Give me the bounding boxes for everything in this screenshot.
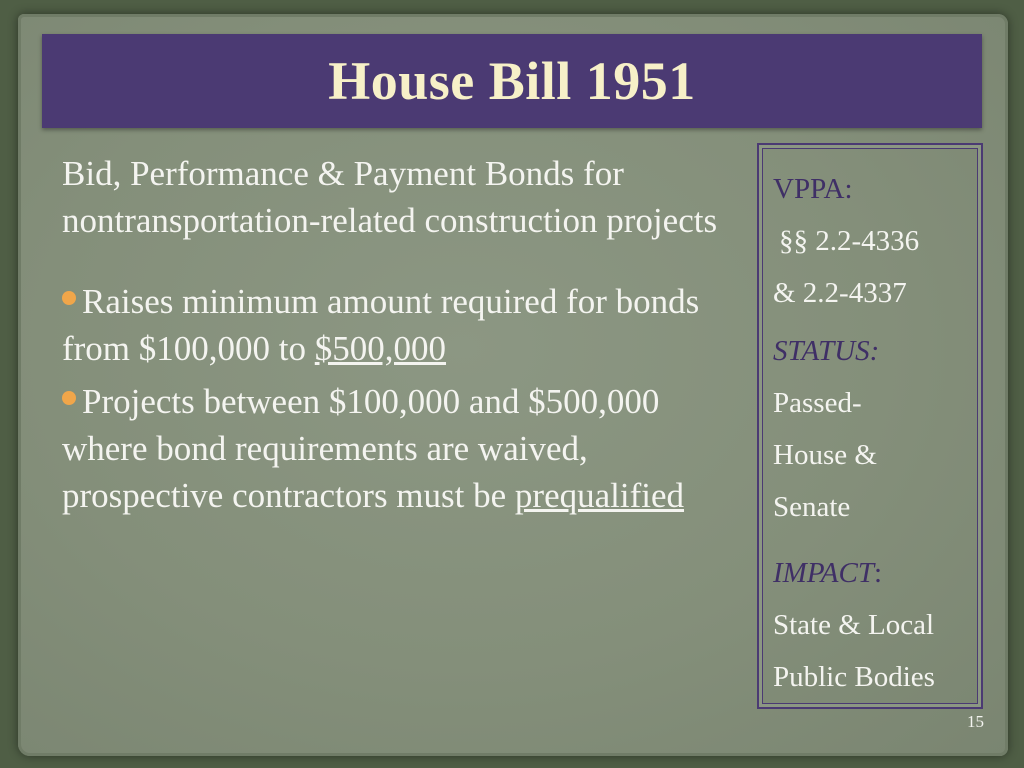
- code-section-1: §§ 2.2-4336: [779, 225, 920, 257]
- bullet-text: Projects between $100,000 and $500,000 where bond requirements are waived, prospective contractors must be: [62, 382, 660, 515]
- spacer: [773, 533, 969, 547]
- impact-colon: :: [873, 557, 883, 589]
- impact-label: IMPACT: [773, 557, 874, 589]
- vppa-label: VPPA:: [773, 173, 853, 205]
- status-line-1: Passed-: [773, 387, 862, 419]
- info-sidebar: [757, 143, 983, 709]
- slide-title: House Bill 1951: [328, 51, 696, 111]
- bullet-item-prequalification: [62, 378, 742, 519]
- impact-heading: [773, 547, 969, 599]
- bullet-dot-icon: [62, 291, 76, 305]
- impact-line-1: State & Local: [773, 609, 935, 641]
- title-bar: [42, 34, 982, 128]
- intro-text: Bid, Performance & Payment Bonds for nontransportation-related construction projects: [62, 154, 718, 240]
- status-line-3: Senate: [773, 491, 851, 523]
- code-section-2: & 2.2-4337: [773, 277, 907, 309]
- bullet-dot-icon: [62, 391, 76, 405]
- main-content: [62, 150, 742, 525]
- status-label: STATUS:: [773, 335, 880, 367]
- underlined-term: prequalified: [514, 476, 685, 515]
- page-number: 15: [967, 712, 984, 731]
- bullet-text: Raises minimum amount required for bonds from $100,000 to: [62, 282, 700, 368]
- underlined-amount: $500,000: [314, 329, 447, 368]
- status-line-2: House &: [773, 439, 877, 471]
- bullet-item-bond-minimum: [62, 278, 742, 372]
- impact-line-2: Public Bodies: [773, 661, 935, 693]
